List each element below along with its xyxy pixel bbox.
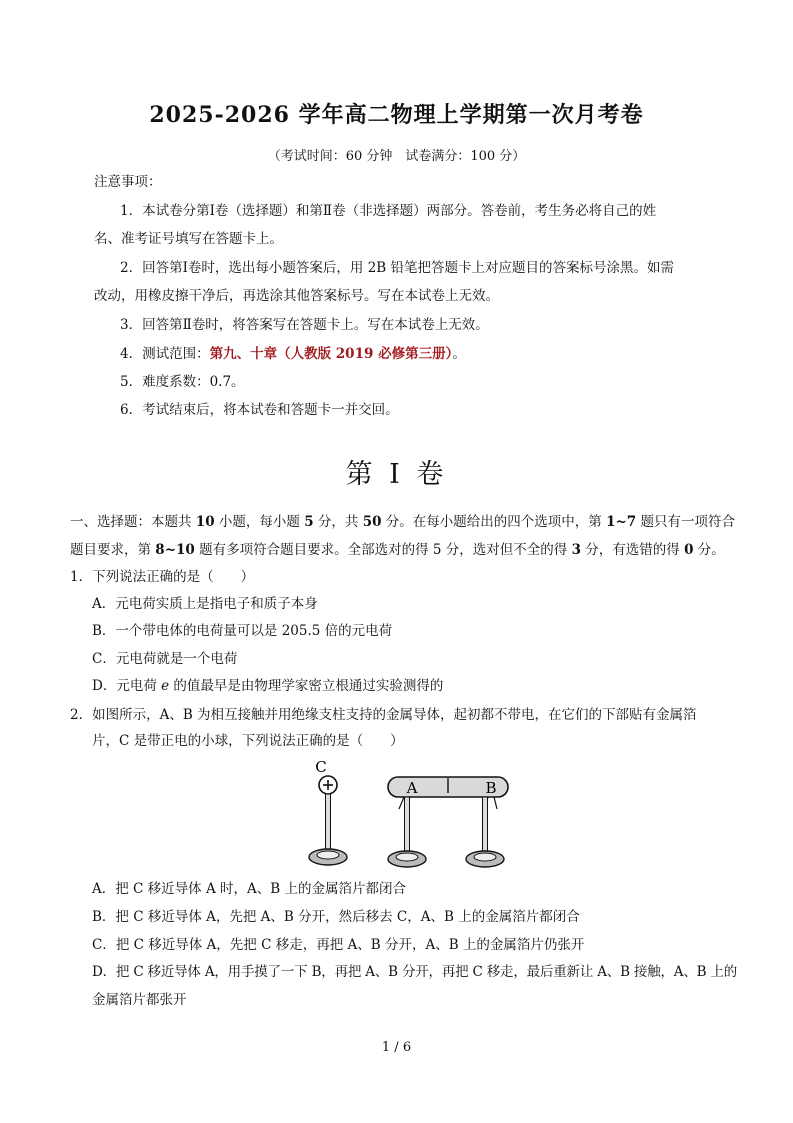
intro-text: 一、选择题：本题共	[70, 514, 196, 530]
note-item-4-suffix: 。	[452, 346, 466, 362]
label-c: C	[315, 758, 327, 776]
electroscope-figure	[300, 757, 520, 875]
exam-info: （考试时间：60 分钟 试卷满分：100 分）	[267, 149, 526, 164]
note-item-3: 3．回答第Ⅱ卷时，将答案写在答题卡上。写在本试卷上无效。	[120, 317, 489, 333]
insulating-post-c	[326, 794, 331, 849]
page-title: 2025-2026 学年高二物理上学期第一次月考卷	[149, 102, 644, 128]
intro-text: 题目要求，第	[70, 542, 156, 558]
note-item-2-cont: 改动，用橡皮擦干净后，再选涂其他答案标号。写在本试卷上无效。	[94, 288, 499, 304]
note-item-2: 2．回答第Ⅰ卷时，选出每小题答案后，用 2B 铅笔把答题卡上对应题目的答案标号涂黑。如需	[120, 260, 675, 276]
notes-heading: 注意事项：	[94, 174, 162, 190]
intro-text: 分。	[693, 542, 725, 558]
intro-total: 50	[362, 514, 382, 530]
intro-range-multi: 8~10	[155, 542, 195, 558]
base-c-top	[317, 851, 339, 859]
note-item-6: 6．考试结束后，将本试卷和答题卡一并交回。	[120, 402, 399, 418]
question-1-option-a: A．元电荷实质上是指电子和质子本身	[92, 596, 318, 612]
section-title: 第 I 卷	[345, 459, 448, 490]
note-item-5: 5．难度系数：0.7。	[120, 374, 245, 390]
conductors-ab	[388, 777, 508, 867]
option-d-text: 的值最早是由物理学家密立根通过实验测得的	[169, 678, 444, 694]
question-2-option-d: D．把 C 移近导体 A，用手摸了一下 B，再把 A、B 分开，再把 C 移走，最后重新让 A、B 接触，A、B 上的	[92, 964, 738, 980]
note-item-4-prefix: 4．测试范围：	[120, 346, 210, 362]
option-d-text: D．元电荷	[92, 678, 162, 694]
question-1-option-b: B．一个带电体的电荷量可以是 205.5 倍的元电荷	[92, 623, 393, 639]
question-1-option-c: C．元电荷就是一个电荷	[92, 651, 238, 667]
part1-intro	[70, 512, 735, 532]
question-2-option-a: A．把 C 移近导体 A 时，A、B 上的金属箔片都闭合	[92, 881, 406, 897]
insulating-post-a	[405, 797, 410, 851]
intro-wrong: 0	[684, 542, 694, 558]
question-1-stem: 1．下列说法正确的是（ ）	[70, 569, 255, 585]
base-a-top	[396, 853, 418, 861]
intro-text: 分。在每小题给出的四个选项中，第	[381, 514, 607, 530]
intro-text: 分，有选错的得	[580, 542, 685, 558]
page-number: 1 / 6	[381, 1040, 412, 1055]
question-2-option-d-cont: 金属箔片都张开	[92, 992, 187, 1008]
label-b: B	[485, 779, 497, 797]
intro-text: 题只有一项符合	[636, 514, 735, 530]
question-2-option-b: B．把 C 移近导体 A，先把 A、B 分开，然后移去 C，A、B 上的金属箔片都闭合	[92, 909, 580, 925]
intro-count: 10	[195, 514, 215, 530]
test-range: 第九、十章（人教版 2019 必修第三册）	[209, 346, 453, 362]
elementary-charge-symbol: e	[161, 678, 170, 694]
base-b-top	[474, 853, 496, 861]
intro-text: 题有多项符合题目要求。全部选对的得 5 分，选对但不全的得	[194, 542, 572, 558]
part1-intro-cont	[70, 540, 725, 560]
intro-text: 分，共	[313, 514, 363, 530]
note-item-1: 1．本试卷分第Ⅰ卷（选择题）和第Ⅱ卷（非选择题）两部分。答卷前，考生务必将自己的姓	[120, 203, 657, 219]
label-a: A	[406, 779, 418, 797]
question-2-stem: 2．如图所示，A、B 为相互接触并用绝缘支柱支持的金属导体，起初都不带电，在它们的下部贴有金属箔	[70, 707, 697, 723]
intro-range-single: 1~7	[606, 514, 637, 530]
note-item-1-cont: 名、准考证号填写在答题卡上。	[94, 231, 283, 247]
question-2-option-c: C．把 C 移近导体 A，先把 C 移走，再把 A、B 分开，A、B 上的金属箔片仍张开	[92, 937, 585, 953]
note-item-4	[120, 344, 466, 364]
question-2-stem-cont: 片，C 是带正电的小球，下列说法正确的是（ ）	[92, 733, 404, 749]
intro-text: 小题，每小题	[214, 514, 305, 530]
question-1-option-d	[92, 676, 443, 696]
intro-score: 5	[304, 514, 314, 530]
insulating-post-b	[483, 797, 488, 851]
intro-partial: 3	[571, 542, 581, 558]
sphere-c	[309, 758, 347, 865]
